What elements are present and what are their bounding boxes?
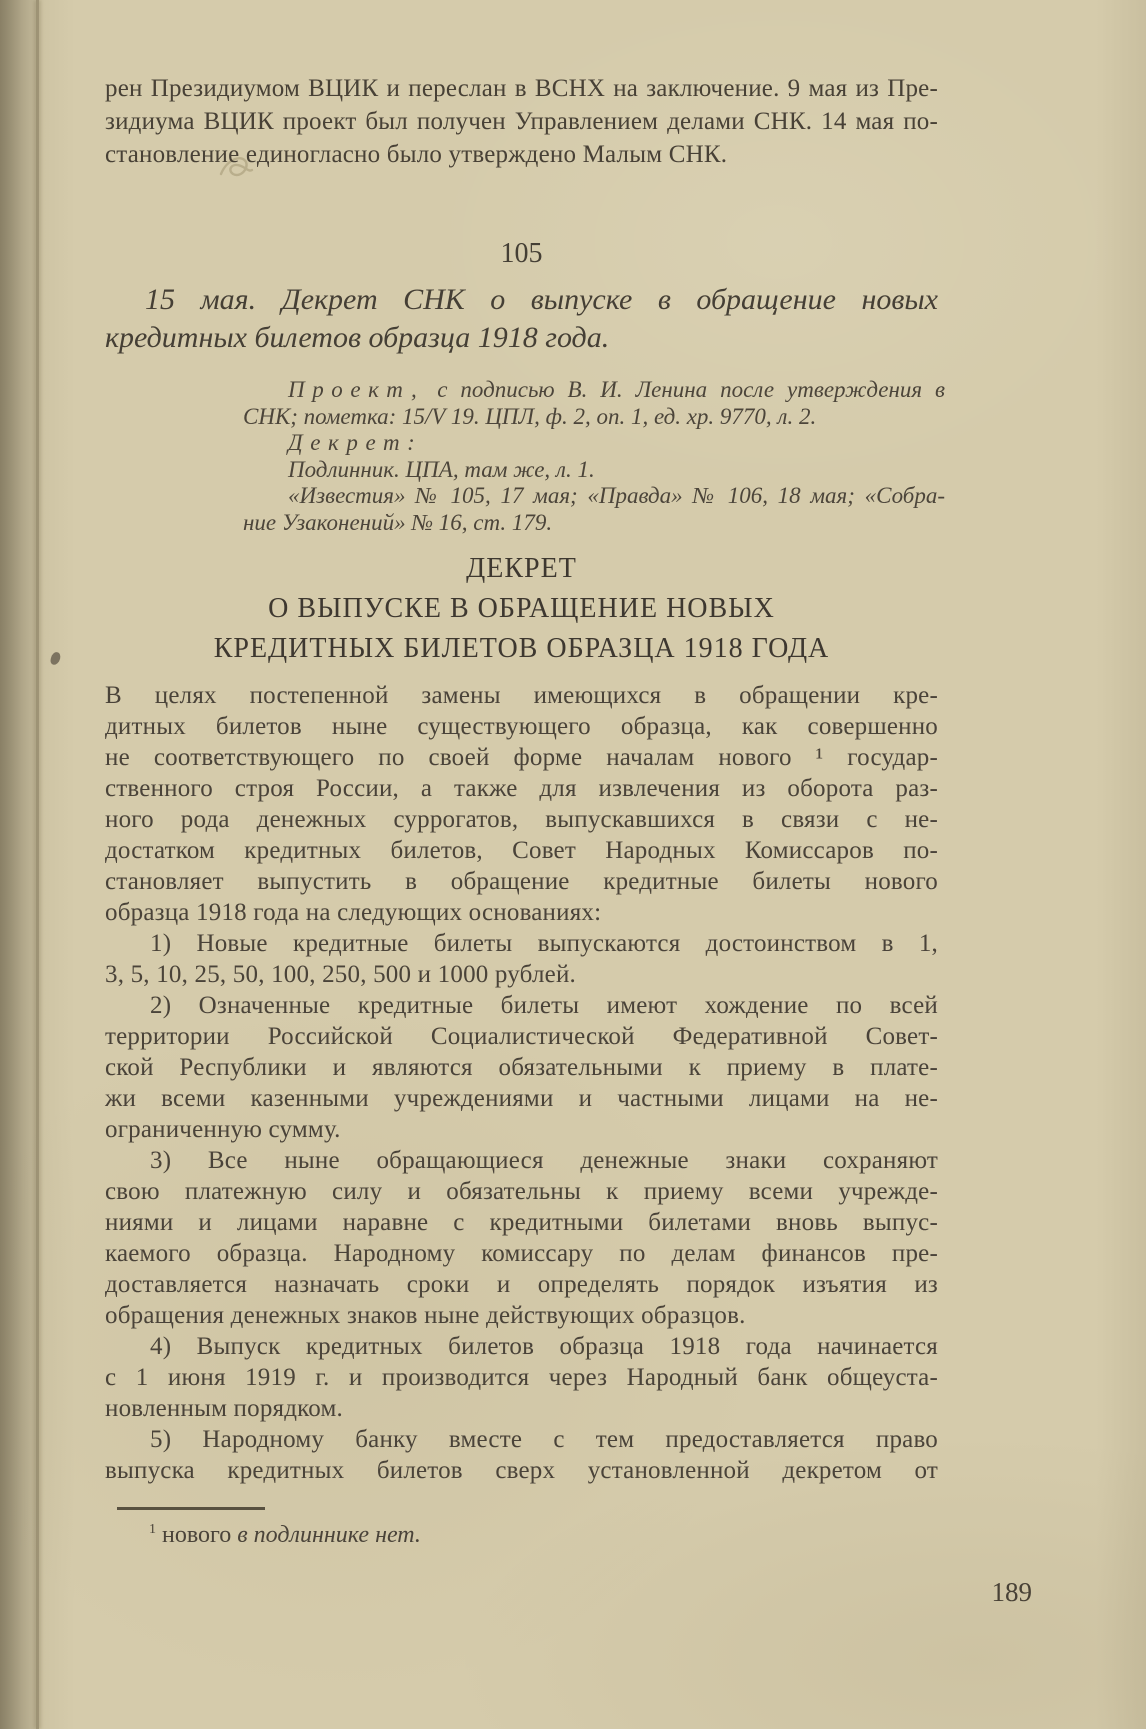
footnote-marker: 1 — [149, 1522, 156, 1537]
text-line: СНК; пометка: 15/V 19. ЦПЛ, ф. 2, оп. 1, ед. хр. 9770, л. 2. — [243, 403, 817, 429]
text-line: доставляется назначать сроки и определять порядок изъятия из — [105, 1271, 938, 1298]
text-line: свою платежную силу и обязательны к приему всеми учрежде- — [105, 1178, 938, 1205]
text-line: каемого образца. Народному комиссару по делам финансов пре- — [105, 1240, 938, 1267]
text-line: ного рода денежных суррогатов, выпускавшихся в связи с не- — [105, 806, 938, 833]
text-line: 1) Новые кредитные билеты выпускаются достоинством в 1, — [150, 930, 938, 957]
text-line — [243, 377, 945, 404]
text-line: Подлинник. ЦПА, там же, л. 1. — [288, 456, 595, 482]
text-line: 5) Народному банку вместе с тем предоставляется право — [150, 1426, 938, 1453]
text-line: 3) Все ныне обращающиеся денежные знаки сохраняют — [150, 1147, 938, 1174]
text-line: не соответствующего по своей форме началам нового ¹ государ- — [105, 744, 938, 771]
text-line: ограниченную сумму. — [105, 1116, 341, 1143]
text-line: ние Узаконений» № 16, ст. 179. — [243, 509, 553, 535]
gutter-shadow — [0, 0, 36, 1729]
text-line: рен Президиумом ВЦИК и переслан в ВСНХ на заключение. 9 мая из Пре- — [105, 75, 938, 102]
footnote-rule — [117, 1507, 265, 1510]
decree-heading — [105, 549, 938, 669]
text-line: ской Республики и являются обязательными к приему в плате- — [105, 1054, 938, 1081]
text-line: становление единогласно было утверждено Малым СНК. — [105, 141, 728, 168]
fold-line — [36, 0, 39, 1729]
text-line: ниями и лицами наравне с кредитными билетами вновь выпус- — [105, 1209, 938, 1236]
text-line: территории Российской Социалистической Федеративной Совет- — [105, 1023, 938, 1050]
document-title — [105, 281, 938, 357]
footnote — [149, 1522, 849, 1549]
page-number: 189 — [991, 1577, 1032, 1607]
text-line: с 1 июня 1919 г. и производится через Народный банк общеуста- — [105, 1364, 938, 1391]
text-line: «Известия» № 105, 17 мая; «Правда» № 106, 18 мая; «Собра- — [288, 483, 945, 508]
footnote-text-italic: в подлиннике нет. — [237, 1522, 421, 1548]
decree-body — [105, 680, 938, 1486]
text-line: КРЕДИТНЫХ БИЛЕТОВ ОБРАЗЦА 1918 ГОДА — [213, 633, 830, 664]
text-line: дитных билетов ныне существующего образца, как совершенно — [105, 713, 938, 740]
text-line: 15 мая. Декрет СНК о выпуске в обращение новых — [145, 283, 938, 316]
text-line: выпуска кредитных билетов сверх установленной декретом от — [105, 1457, 938, 1484]
text-line: 3, 5, 10, 25, 50, 100, 250, 500 и 1000 рублей. — [105, 961, 576, 988]
text-line: образца 1918 года на следующих основаниях: — [105, 899, 602, 926]
source-note — [243, 377, 945, 536]
text-line: 4) Выпуск кредитных билетов образца 1918 года начинается — [150, 1333, 938, 1360]
source-label: Декрет: — [288, 430, 423, 455]
source-text: с подписью В. И. Ленина после утверждения в — [437, 377, 946, 402]
text-line: кредитных билетов образца 1918 года. — [105, 321, 610, 354]
text-line: 2) Означенные кредитные билеты имеют хождение по всей — [150, 992, 938, 1019]
text-line: ственного строя России, а также для извлечения из оборота раз- — [105, 775, 938, 802]
text-line: ДЕКРЕТ — [466, 553, 577, 584]
text-line: зидиума ВЦИК проект был получен Управлением делами СНК. 14 мая по- — [105, 108, 938, 135]
text-line: новленным порядком. — [105, 1395, 343, 1422]
text-line: О ВЫПУСКЕ В ОБРАЩЕНИЕ НОВЫХ — [268, 593, 775, 624]
text-line: достатком кредитных билетов, Совет Народных Комиссаров по- — [105, 837, 938, 864]
text-line: В целях постепенной замены имеющихся в обращении кре- — [105, 682, 938, 709]
source-label: Проект, — [288, 377, 425, 402]
intro-paragraph — [105, 72, 938, 171]
document-number: 105 — [500, 238, 543, 269]
ink-speck — [50, 651, 62, 666]
footnote-text: нового — [162, 1522, 232, 1548]
text-line: обращения денежных знаков ныне действующих образцов. — [105, 1302, 746, 1329]
text-line — [243, 430, 945, 457]
text-line: жи всеми казенными учреждениями и частными лицами на не- — [105, 1085, 938, 1112]
text-line: становляет выпустить в обращение кредитные билеты нового — [105, 868, 938, 895]
